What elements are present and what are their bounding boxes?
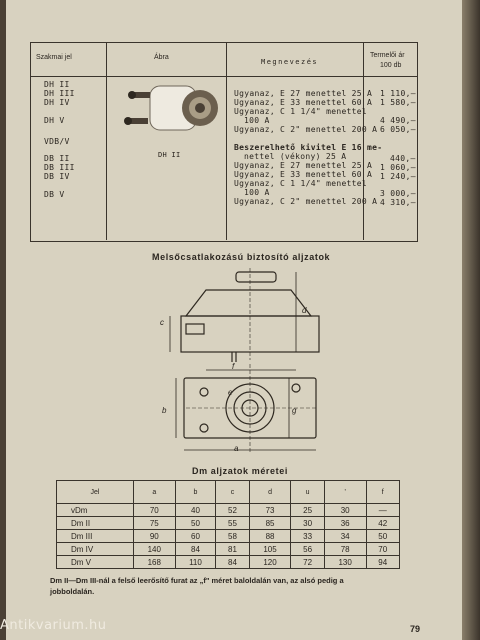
table-cell: 73 (249, 504, 291, 517)
name-cell: Ugyanaz, C 2" menettel 200 A (234, 125, 378, 134)
name-cell: Ugyanaz, E 27 menettel 25 A (234, 89, 373, 98)
code-cell: DB V (44, 190, 65, 199)
table-cell: Dm V (57, 556, 134, 569)
table-cell: 130 (324, 556, 366, 569)
code-cell: DB III (44, 163, 75, 172)
book-page (6, 0, 470, 640)
table-cell: 25 (291, 504, 324, 517)
col-divider-1 (106, 42, 107, 240)
dim-table-title: Dm aljzatok méretei (192, 466, 288, 476)
name-cell: Ugyanaz, E 33 menettel 60 A (234, 98, 373, 107)
table-cell: 60 (175, 530, 216, 543)
table-header-cell: f (366, 481, 399, 504)
table-cell: 70 (366, 543, 399, 556)
table-cell: 40 (175, 504, 216, 517)
table-cell: 168 (133, 556, 175, 569)
dimensions-table (56, 480, 400, 569)
price-cell: 4 490,— (380, 116, 416, 125)
table-row (57, 517, 400, 530)
code-cell: DB IV (44, 172, 70, 181)
name-cell: Ugyanaz, C 1 1/4" menettel (234, 179, 368, 188)
table-cell: 90 (133, 530, 175, 543)
table-cell: 36 (324, 517, 366, 530)
col-divider-3 (363, 42, 364, 240)
table-row (57, 530, 400, 543)
code-cell: DH V (44, 116, 65, 125)
book-spine (462, 0, 480, 640)
table-header-cell: d (249, 481, 291, 504)
table-cell: 81 (216, 543, 249, 556)
table-cell: — (366, 504, 399, 517)
table-cell: 56 (291, 543, 324, 556)
table-cell: 75 (133, 517, 175, 530)
table-cell: 42 (366, 517, 399, 530)
price-cell: 1 240,— (380, 172, 416, 181)
name-cell: nettel (vékony) 25 A (244, 152, 347, 161)
table-header-cell: Jel (57, 481, 134, 504)
table-cell: 120 (249, 556, 291, 569)
table-cell: 72 (291, 556, 324, 569)
code-cell: DH II (44, 80, 70, 89)
table-header-row (57, 481, 400, 504)
product-table-frame (30, 42, 418, 242)
page-number: 79 (410, 624, 421, 634)
col-divider-2 (226, 42, 227, 240)
figure-caption: DH II (158, 151, 181, 159)
table-cell: 140 (133, 543, 175, 556)
code-cell: VDB/V (44, 137, 70, 146)
table-header-cell: a (133, 481, 175, 504)
table-header-cell: c (216, 481, 249, 504)
table-cell: 50 (175, 517, 216, 530)
table-cell: 70 (133, 504, 175, 517)
name-cell: 100 A (244, 116, 270, 125)
fuse-base-figure (124, 80, 220, 150)
name-cell-bold: Beszerelhető kivitel E 16 me- (234, 143, 383, 152)
table-row (57, 556, 400, 569)
col-code-header: Szakmai jel (36, 54, 72, 61)
price-cell: 6 050,— (380, 125, 416, 134)
table-cell: vDm (57, 504, 134, 517)
name-cell: Ugyanaz, E 27 menettel 25 A (234, 161, 373, 170)
table-cell: 30 (291, 517, 324, 530)
dim-label-d: d (302, 306, 307, 315)
table-cell: 58 (216, 530, 249, 543)
table-header-cell: u (291, 481, 324, 504)
table-cell: 55 (216, 517, 249, 530)
table-cell: 85 (249, 517, 291, 530)
code-cell: DB II (44, 154, 70, 163)
table-cell: 78 (324, 543, 366, 556)
table-row (57, 543, 400, 556)
table-cell: Dm II (57, 517, 134, 530)
header-divider (30, 76, 417, 77)
name-cell: Ugyanaz, C 2" menettel 200 A (234, 197, 378, 206)
table-cell: 33 (291, 530, 324, 543)
watermark: Antikvarium.hu (0, 618, 107, 633)
dim-label-b: b (162, 406, 167, 415)
price-cell: 440,— (390, 154, 416, 163)
table-cell: 30 (324, 504, 366, 517)
table-cell: 88 (249, 530, 291, 543)
price-cell: 4 310,— (380, 198, 416, 207)
table-cell: 94 (366, 556, 399, 569)
col-name-header: Megnevezés (261, 58, 319, 66)
table-cell: 34 (324, 530, 366, 543)
table-cell: 84 (216, 556, 249, 569)
col-price-header: Termelői ár (370, 52, 405, 59)
technical-drawing (146, 268, 326, 454)
dim-label-c: c (160, 318, 164, 327)
name-cell: Ugyanaz, E 33 menettel 60 A (234, 170, 373, 179)
name-cell: 100 A (244, 188, 270, 197)
code-cell: DH III (44, 89, 75, 98)
table-cell: Dm III (57, 530, 134, 543)
price-cell: 3 000,— (380, 189, 416, 198)
table-header-cell: ' (324, 481, 366, 504)
footnote-line-2: jobboldalán. (50, 587, 95, 596)
price-cell: 1 580,— (380, 98, 416, 107)
dim-label-e: e (228, 388, 233, 397)
price-cell: 1 110,— (380, 89, 416, 98)
code-cell: DH IV (44, 98, 70, 107)
dim-label-f: f (232, 362, 235, 371)
footnote-line-1: Dm II—Dm III-nál a felső leerősítő furat az „f" méret baloldalán van, az alsó pedig a (50, 576, 344, 585)
dim-label-a: a (234, 444, 239, 453)
table-row (57, 504, 400, 517)
section-title: Melsőcsatlakozású biztosító aljzatok (152, 252, 331, 262)
col-figure-header: Ábra (154, 54, 169, 61)
table-header-cell: b (175, 481, 216, 504)
table-cell: 84 (175, 543, 216, 556)
table-cell: 52 (216, 504, 249, 517)
table-cell: 105 (249, 543, 291, 556)
table-cell: 50 (366, 530, 399, 543)
table-cell: Dm IV (57, 543, 134, 556)
price-cell: 1 060,— (380, 163, 416, 172)
col-price-unit: 100 db (380, 62, 402, 69)
table-cell: 110 (175, 556, 216, 569)
dim-label-g: g (292, 406, 297, 415)
name-cell: Ugyanaz, C 1 1/4" menettel (234, 107, 368, 116)
